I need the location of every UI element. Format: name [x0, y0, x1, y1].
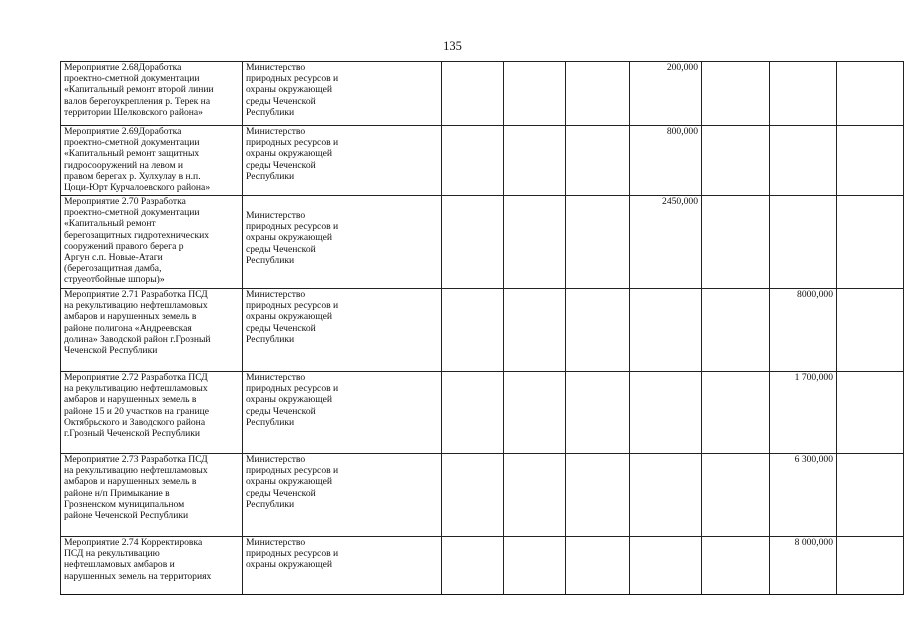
empty-cell: [837, 289, 904, 372]
event-cell: Мероприятие 2.71 Разработка ПСД на рекультивацию нефтешламовых амбаров и нарушенных земель в районе полигона «Андреевская долина» Заводской район г.Грозный Чеченской Республики: [61, 289, 243, 372]
ministry-cell: Министерство природных ресурсов и охраны окружающей среды Чеченской Республики: [243, 196, 442, 289]
amount-cell-right: 1 700,000: [770, 372, 837, 454]
ministry-cell: Министерство природных ресурсов и охраны окружающей среды Чеченской Республики: [243, 62, 442, 126]
amount-cell-right: [770, 126, 837, 196]
empty-cell: [442, 62, 504, 126]
empty-cell: [442, 537, 504, 595]
ministry-cell: Министерство природных ресурсов и охраны окружающей среды Чеченской Республики: [243, 126, 442, 196]
empty-cell: [504, 62, 566, 126]
amount-cell: [630, 372, 702, 454]
empty-cell: [837, 372, 904, 454]
empty-cell: [566, 289, 630, 372]
amount-cell-right: [770, 196, 837, 289]
empty-cell: [442, 126, 504, 196]
event-cell: Мероприятие 2.73 Разработка ПСД на рекультивацию нефтешламовых амбаров и нарушенных земель в районе н/п Примыкание в Грозненском муниципальном районе Чеченской Республики: [61, 454, 243, 537]
empty-cell: [504, 454, 566, 537]
empty-cell: [837, 126, 904, 196]
amount-cell-right: 8000,000: [770, 289, 837, 372]
empty-cell: [566, 196, 630, 289]
amount-cell: [630, 537, 702, 595]
event-cell: Мероприятие 2.68Доработка проектно-сметной документации «Капитальный ремонт второй линии валов берегоукрепления р. Терек на территории Шелковского района»: [61, 62, 243, 126]
ministry-cell: Министерство природных ресурсов и охраны окружающей среды Чеченской Республики: [243, 454, 442, 537]
empty-cell: [566, 126, 630, 196]
amount-cell: 800,000: [630, 126, 702, 196]
empty-cell: [702, 196, 770, 289]
event-cell: Мероприятие 2.69Доработка проектно-сметной документации «Капитальный ремонт защитных гидросооружений на левом и правом берегах р. Хулхулау в н.п. Цоци-Юрт Курчалоевского района»: [61, 126, 243, 196]
empty-cell: [504, 372, 566, 454]
event-cell: Мероприятие 2.74 Корректировка ПСД на рекультивацию нефтешламовых амбаров и нарушенных земель на территориях: [61, 537, 243, 595]
empty-cell: [504, 196, 566, 289]
page-number: 135: [443, 39, 462, 53]
amount-cell-right: [770, 62, 837, 126]
empty-cell: [702, 372, 770, 454]
budget-table: [60, 61, 904, 595]
empty-cell: [504, 537, 566, 595]
empty-cell: [837, 454, 904, 537]
empty-cell: [702, 62, 770, 126]
table-row: [61, 196, 904, 289]
table-row: [61, 372, 904, 454]
ministry-cell: Министерство природных ресурсов и охраны окружающей среды Чеченской Республики: [243, 372, 442, 454]
empty-cell: [837, 196, 904, 289]
empty-cell: [442, 196, 504, 289]
table-row: [61, 537, 904, 595]
table-row: [61, 62, 904, 126]
empty-cell: [566, 454, 630, 537]
empty-cell: [702, 537, 770, 595]
empty-cell: [504, 126, 566, 196]
amount-cell: [630, 454, 702, 537]
table-row: [61, 289, 904, 372]
event-cell: Мероприятие 2.72 Разработка ПСД на рекультивацию нефтешламовых амбаров и нарушенных земель в районе 15 и 20 участков на границе Октябрьского и Заводского района г.Грозный Чеченской Республики: [61, 372, 243, 454]
table-row: [61, 454, 904, 537]
amount-cell-right: 8 000,000: [770, 537, 837, 595]
empty-cell: [566, 537, 630, 595]
amount-cell: 200,000: [630, 62, 702, 126]
empty-cell: [442, 372, 504, 454]
empty-cell: [702, 454, 770, 537]
amount-cell-right: 6 300,000: [770, 454, 837, 537]
empty-cell: [566, 372, 630, 454]
empty-cell: [504, 289, 566, 372]
empty-cell: [837, 62, 904, 126]
empty-cell: [702, 289, 770, 372]
ministry-cell: Министерство природных ресурсов и охраны окружающей: [243, 537, 442, 595]
table-row: [61, 126, 904, 196]
empty-cell: [837, 537, 904, 595]
empty-cell: [702, 126, 770, 196]
table-body: [61, 62, 904, 595]
amount-cell: 2450,000: [630, 196, 702, 289]
amount-cell: [630, 289, 702, 372]
empty-cell: [566, 62, 630, 126]
event-cell: Мероприятие 2.70 Разработка проектно-сметной документации «Капитальный ремонт берегозащитных гидротехнических сооружений правого берега р Аргун с.п. Новые-Атаги (берегозащитная дамба, струеотбойные шпоры)»: [61, 196, 243, 289]
empty-cell: [442, 289, 504, 372]
ministry-cell: Министерство природных ресурсов и охраны окружающей среды Чеченской Республики: [243, 289, 442, 372]
empty-cell: [442, 454, 504, 537]
